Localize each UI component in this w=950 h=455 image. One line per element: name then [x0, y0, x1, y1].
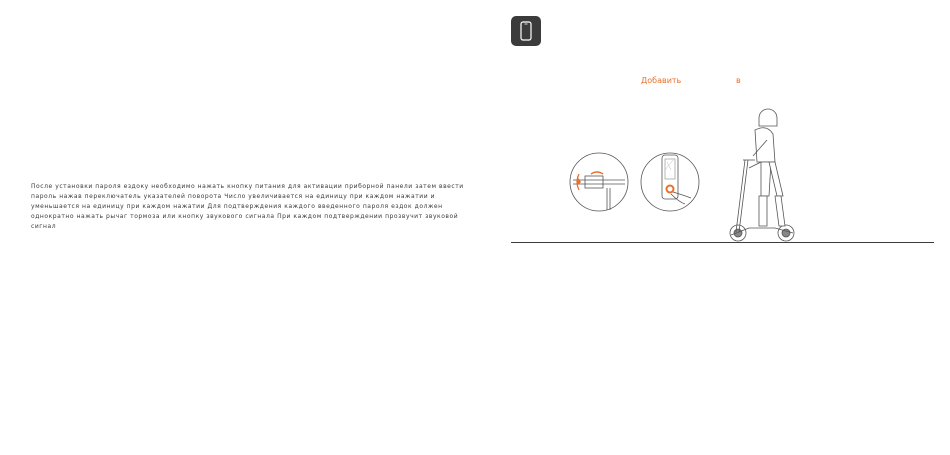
turn-signal-switch-illustration	[570, 153, 628, 211]
in-word: в	[736, 76, 741, 85]
password-instructions	[31, 182, 464, 232]
paragraph-line: сигнал	[31, 223, 57, 230]
add-instruction	[641, 76, 741, 85]
paragraph-line: После установки пароля ездоку необходимо нажать кнопку питания для активации приборной панели затем ввести	[31, 183, 464, 190]
phone-app-icon	[511, 16, 541, 46]
rider-scooter-illustration	[730, 109, 794, 241]
paragraph-line: пароль нажав переключатель указателей поворота Число увеличивается на единицу при каждом нажатии и	[31, 193, 436, 200]
scooter-password-illustration	[505, 100, 805, 245]
ground-line	[511, 242, 934, 243]
paragraph-line: однократно нажать рычаг тормоза или кнопку звукового сигнала При каждом подтверждении прозвучит звуковой	[31, 213, 459, 220]
add-word: Добавить	[641, 76, 682, 85]
brake-button-illustration	[641, 153, 699, 211]
paragraph-line: уменьшается на единицу при каждом нажатии Для подтверждения каждого введенного пароля ездок должен	[31, 203, 443, 210]
